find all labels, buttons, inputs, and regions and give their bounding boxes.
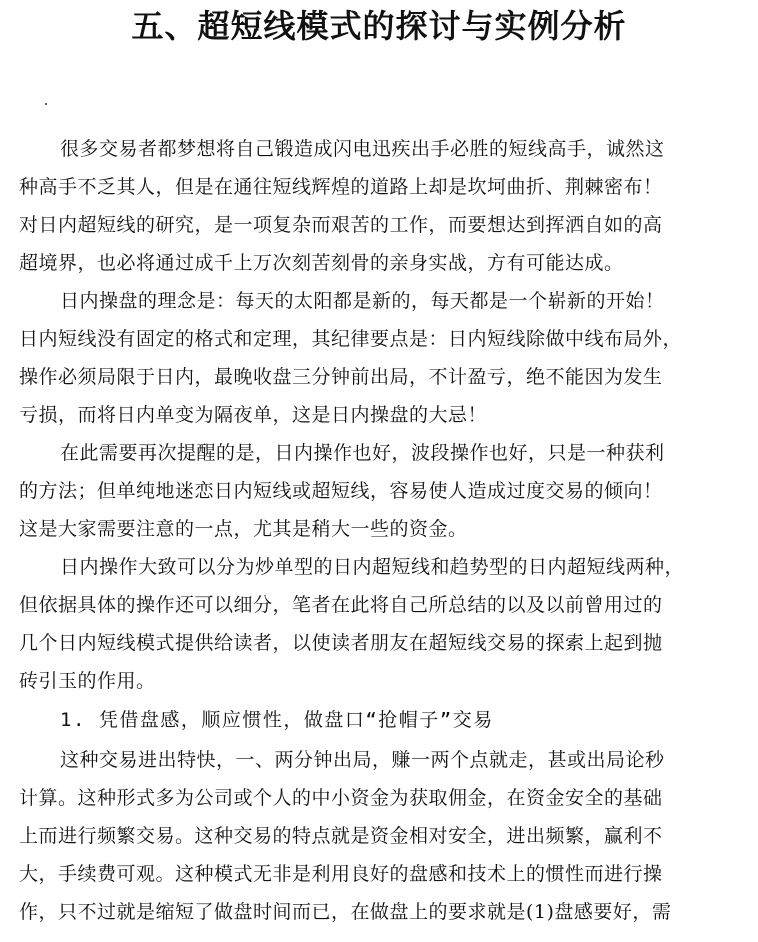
scan-speck (45, 103, 47, 105)
paragraph-3-line-3: 这是大家需要注意的一点，尤其是稍大一些的资金。 (19, 518, 468, 540)
paragraph-1-line-3: 对日内超短线的研究，是一项复杂而艰苦的工作，而要想达到挥洒自如的高 (19, 214, 663, 236)
paragraph-4-line-2: 但依据具体的操作还可以细分，笔者在此将自己所总结的以及以前曾用过的 (19, 594, 663, 616)
section-heading: 1. 凭借盘感，顺应惯性，做盘口“抢帽子”交易 (60, 709, 494, 731)
paragraph-3-line-1: 在此需要再次提醒的是，日内操作也好，波段操作也好，只是一种获利 (60, 442, 665, 464)
paragraph-4-line-4: 砖引玉的作用。 (19, 670, 156, 692)
paragraph-2-line-4: 亏损，而将日内单变为隔夜单，这是日内操盘的大忌！ (19, 404, 488, 426)
section-paragraph-line-4: 大，手续费可观。这种模式无非是利用良好的盘感和技术上的惯性而进行操 (19, 863, 663, 885)
paragraph-4-line-3: 几个日内短线模式提供给读者，以使读者朋友在超短线交易的探索上起到抛 (19, 632, 663, 654)
paragraph-1-line-2: 种高手不乏其人，但是在通往短线辉煌的道路上却是坎坷曲折、荆棘密布！ (19, 176, 663, 198)
paragraph-1-line-4: 超境界，也必将通过成千上万次刻苦刻骨的亲身实战，方有可能达成。 (19, 252, 624, 274)
paragraph-2-line-2: 日内短线没有固定的格式和定理，其纪律要点是：日内短线除做中线布局外， (19, 328, 683, 350)
page-title: 五、超短线模式的探讨与实例分析 (131, 7, 627, 45)
paragraph-4-line-1: 日内操作大致可以分为炒单型的日内超短线和趋势型的日内超短线两种， (60, 556, 685, 578)
paragraph-3-line-2: 的方法；但单纯地迷恋日内短线或超短线，容易使人造成过度交易的倾向！ (19, 480, 663, 502)
section-paragraph-line-3: 上而进行频繁交易。这种交易的特点就是资金相对安全，进出频繁，赢利不 (19, 825, 663, 847)
paragraph-2-line-3: 操作必须局限于日内，最晚收盘三分钟前出局，不计盈亏，绝不能因为发生 (19, 366, 663, 388)
section-paragraph-line-5: 作，只不过就是缩短了做盘时间而已，在做盘上的要求就是(1)盘感要好，需 (19, 901, 672, 923)
paragraph-1-line-1: 很多交易者都梦想将自己锻造成闪电迅疾出手必胜的短线高手，诚然这 (60, 138, 665, 160)
section-paragraph-line-2: 计算。这种形式多为公司或个人的中小资金为获取佣金，在资金安全的基础 (19, 787, 663, 809)
section-paragraph-line-1: 这种交易进出特快，一、两分钟出局，赚一两个点就走，甚或出局论秒 (60, 749, 665, 771)
paragraph-2-line-1: 日内操盘的理念是：每天的太阳都是新的，每天都是一个崭新的开始！ (60, 290, 665, 312)
